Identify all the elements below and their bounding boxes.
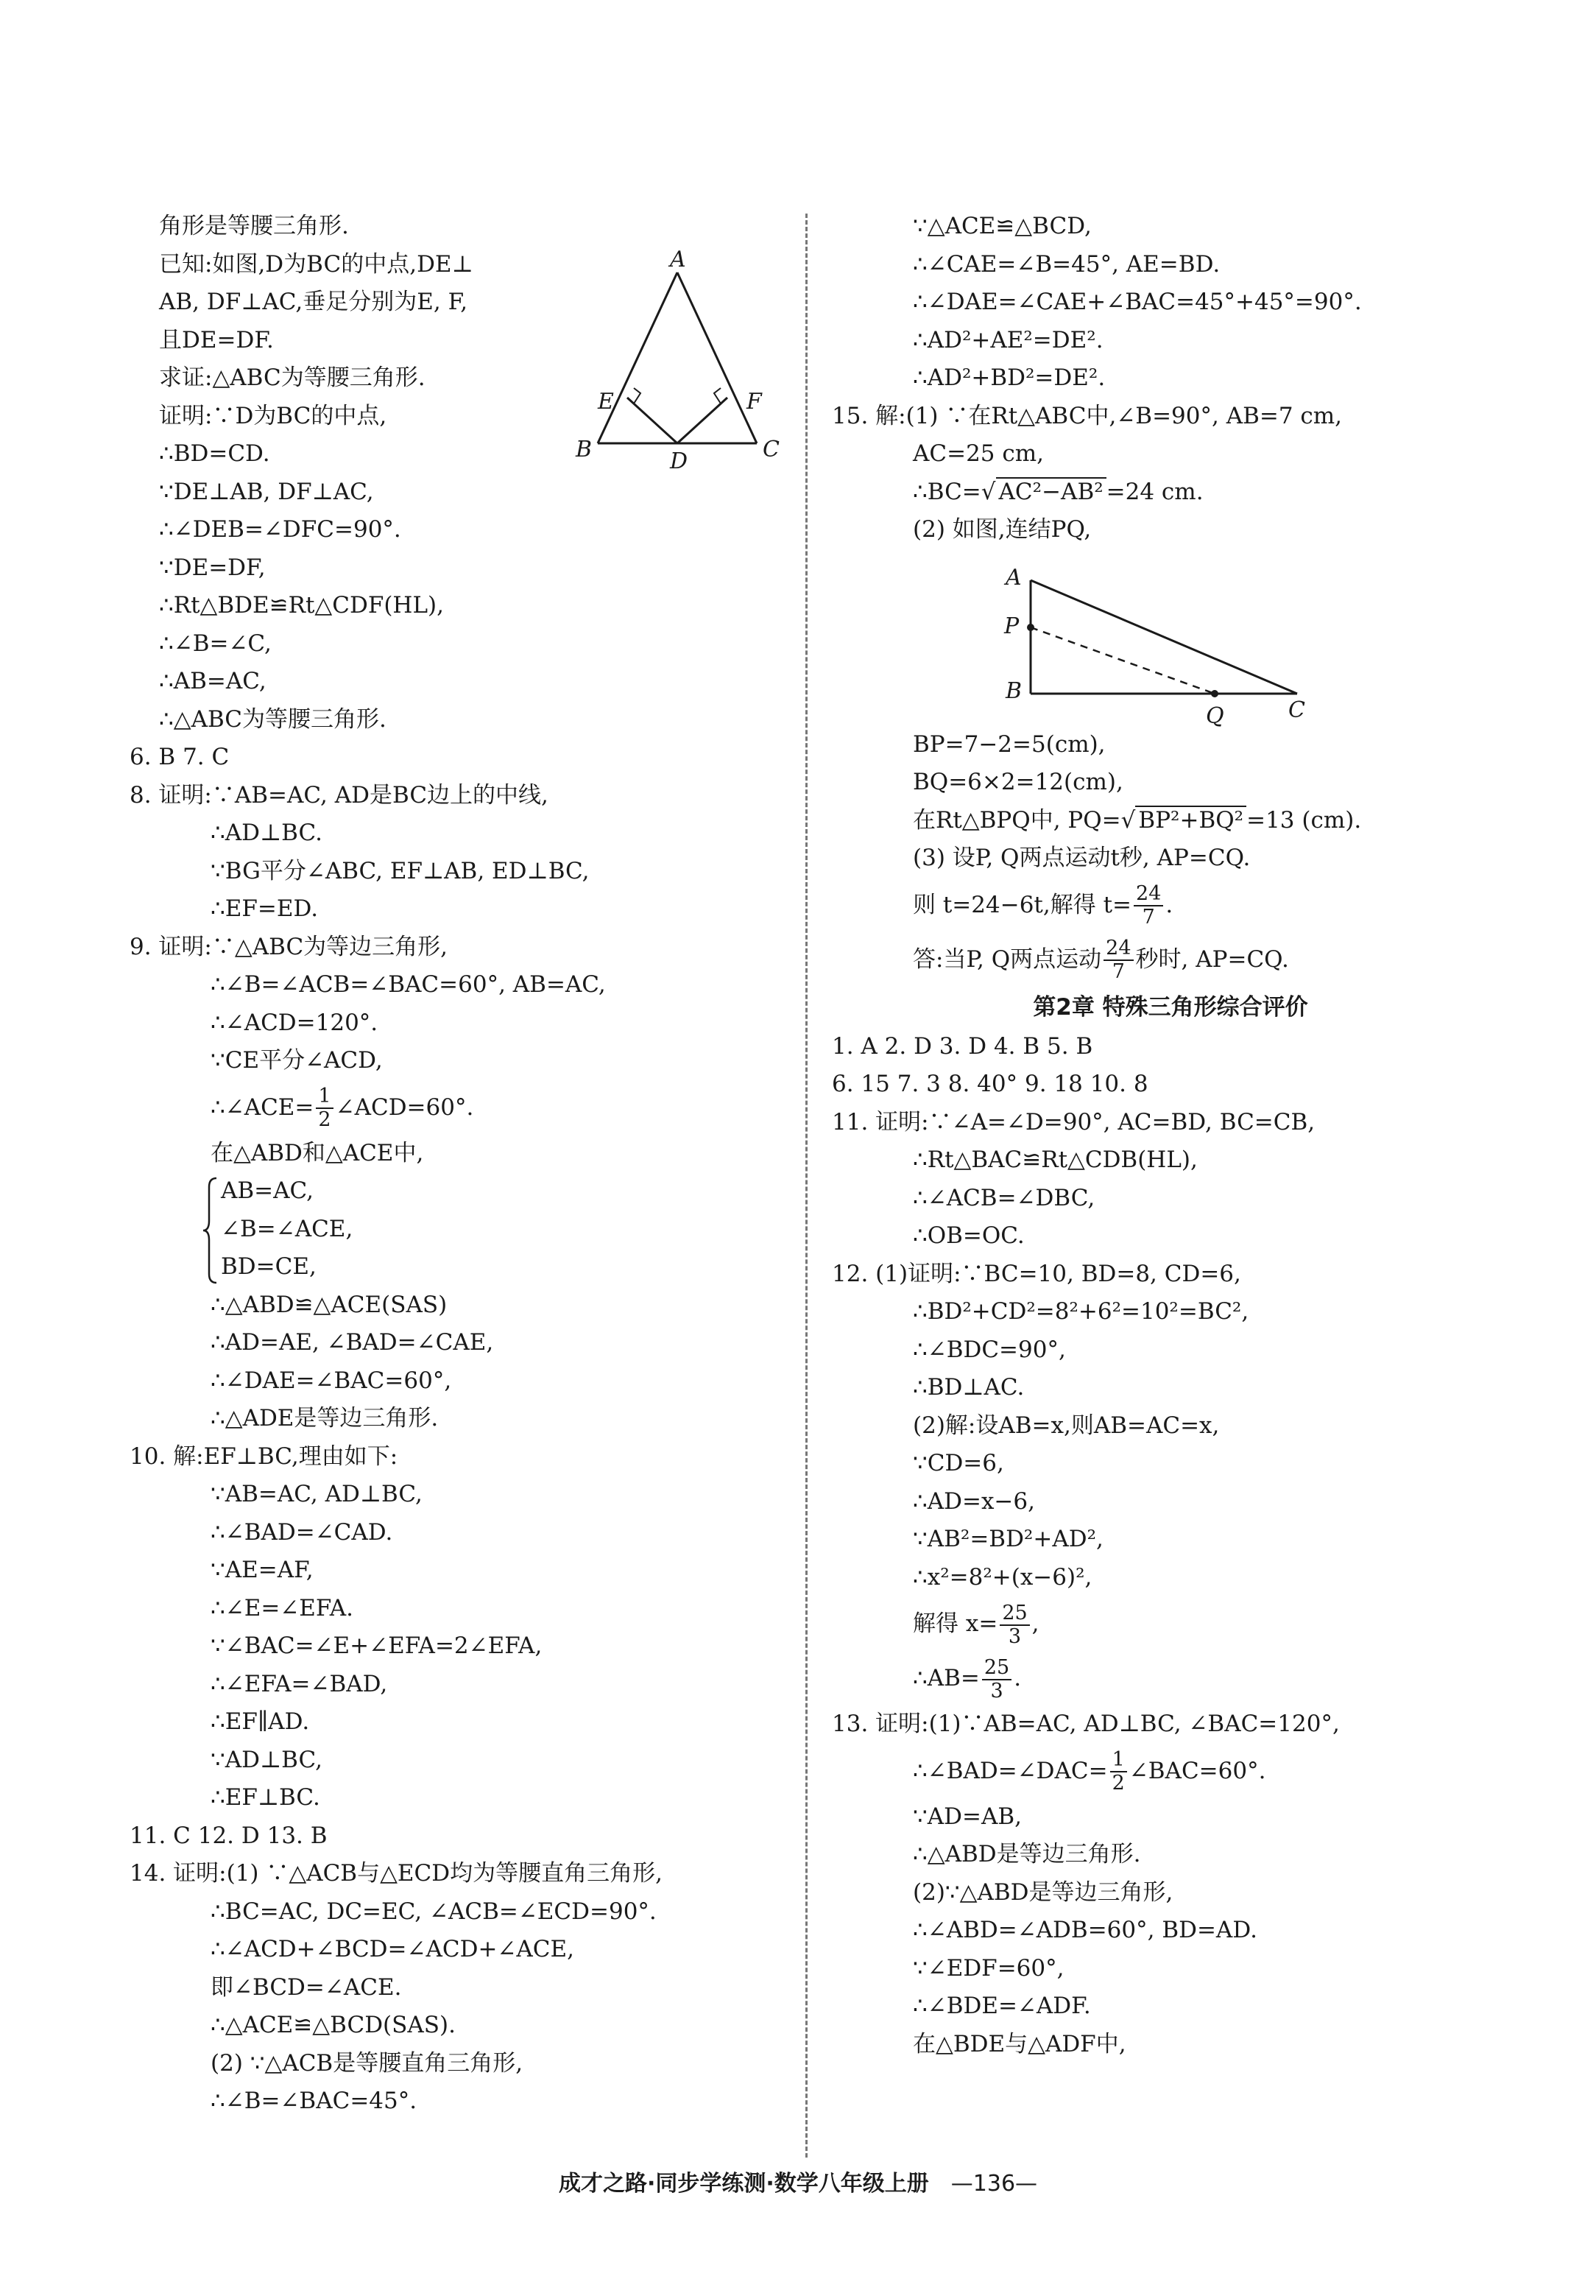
problem-line: 10. 解:EF⊥BC,理由如下: <box>130 1443 398 1470</box>
problem-line: 12. (1)证明:∵BC=10, BD=8, CD=6, <box>832 1260 1241 1287</box>
fraction <box>1134 883 1163 929</box>
text-line: ∵AE=AF, <box>211 1557 314 1583</box>
vertex-label-e: E <box>598 389 614 415</box>
text-line: ∴∠CAE=∠B=45°, AE=BD. <box>913 250 1221 278</box>
text-line: ∴∠B=∠C, <box>159 630 272 657</box>
text-line: ∴AD²+AE²=DE². <box>913 326 1104 353</box>
text-line: 证明:∵D为BC的中点, <box>159 402 387 429</box>
fraction <box>1000 1602 1029 1648</box>
vertex-label-d: D <box>670 448 688 471</box>
text-line: ∴△ABD≌△ACE(SAS) <box>211 1291 448 1318</box>
text-segment: . <box>1014 1665 1022 1691</box>
fraction-line <box>832 1596 1509 1651</box>
left-column <box>130 208 785 2121</box>
column-divider <box>805 214 808 2158</box>
text-line: (2)解:设AB=x,则AB=AC=x, <box>913 1412 1220 1439</box>
text-line: ∴∠ACD=120°. <box>211 1009 378 1036</box>
text-line: 角形是等腰三角形. <box>159 213 349 239</box>
fraction <box>1110 1749 1127 1795</box>
text-line: (2) ∵△ACB是等腰直角三角形, <box>211 2049 523 2077</box>
fraction-numerator: 25 <box>1000 1602 1029 1626</box>
answer-line: 11. C 12. D 13. B <box>130 1822 328 1849</box>
text-line: ∴∠DAE=∠BAC=60°, <box>211 1367 452 1394</box>
vertex-label-b: B <box>576 437 593 462</box>
text-line: ∴BD=CD. <box>159 440 270 467</box>
text-line: ∴EF∥AD. <box>211 1708 310 1735</box>
text-line: BQ=6×2=12(cm), <box>913 769 1123 795</box>
text-segment: =24 cm. <box>1106 478 1204 505</box>
fraction <box>316 1085 333 1131</box>
vertex-label-c: C <box>1288 697 1305 723</box>
radicand: BP²+BQ² <box>1135 806 1246 834</box>
text-line: ∴∠BAD=∠CAD. <box>211 1518 393 1546</box>
text-line: ∵DE⊥AB, DF⊥AC, <box>159 478 374 505</box>
text-line: ∵AB²=BD²+AD², <box>913 1526 1104 1552</box>
text-line: ∵△ACE≌△BCD, <box>913 213 1092 239</box>
text-line: 已知:如图,D为BC的中点,DE⊥ <box>159 250 473 278</box>
fraction-numerator: 1 <box>316 1085 333 1109</box>
text-segment: ∴∠ACE= <box>211 1094 314 1121</box>
text-line: (2)∵△ABD是等边三角形, <box>913 1878 1173 1906</box>
system-line: BD=CE, <box>221 1253 317 1280</box>
left-brace-icon <box>202 1177 219 1284</box>
text-line: ∴AD=x−6, <box>913 1487 1035 1515</box>
chapter-heading: 第2章 特殊三角形综合评价 <box>1033 993 1308 1021</box>
text-segment: 秒时, AP=CQ. <box>1135 945 1289 973</box>
text-line: ∴Rt△BAC≌Rt△CDB(HL), <box>913 1147 1198 1173</box>
fraction-numerator: 1 <box>1110 1749 1127 1772</box>
text-line: ∵BG平分∠ABC, EF⊥AB, ED⊥BC, <box>211 857 590 884</box>
right-triangle-figure <box>994 560 1325 729</box>
problem-line: 9. 证明:∵△ABC为等边三角形, <box>130 933 448 960</box>
answer-line: 6. B 7. C <box>130 744 230 770</box>
sqrt-icon: √ <box>981 478 996 505</box>
text-segment: 解得 x= <box>913 1610 998 1637</box>
system-line: ∠B=∠ACE, <box>221 1215 353 1242</box>
text-segment: 在Rt△BPQ中, PQ= <box>913 806 1121 834</box>
text-line: 在△BDE与△ADF中, <box>913 2030 1126 2057</box>
problem-line: 8. 证明:∵AB=AC, AD是BC边上的中线, <box>130 781 548 809</box>
text-line: ∴BC=AC, DC=EC, ∠ACB=∠ECD=90°. <box>211 1898 657 1925</box>
text-segment: 则 t=24−6t,解得 t= <box>913 891 1132 918</box>
text-line: ∴x²=8²+(x−6)², <box>913 1563 1092 1591</box>
answer-line: 6. 15 7. 3 8. 40° 9. 18 10. 8 <box>832 1071 1148 1097</box>
text-line: ∴∠EFA=∠BAD, <box>211 1670 388 1697</box>
fraction-numerator: 24 <box>1104 937 1133 961</box>
text-line: ∴Rt△BDE≌Rt△CDF(HL), <box>159 592 444 619</box>
fraction-numerator: 25 <box>982 1657 1011 1680</box>
fraction-line <box>832 1651 1509 1705</box>
text-segment: ∴BC= <box>913 478 981 505</box>
fraction-denominator: 2 <box>1112 1772 1125 1795</box>
text-line: ∴∠ACD+∠BCD=∠ACD+∠ACE, <box>211 1936 574 1962</box>
sqrt-icon: √ <box>1120 806 1136 834</box>
fraction-line <box>832 878 1509 932</box>
page-footer <box>0 2165 1596 2197</box>
text-line: ∴BD²+CD²=8²+6²=10²=BC², <box>913 1298 1249 1325</box>
text-line: AB, DF⊥AC,垂足分别为E, F, <box>159 289 468 315</box>
fraction-line <box>832 1744 1509 1798</box>
answer-line: 1. A 2. D 3. D 4. B 5. B <box>832 1032 1093 1060</box>
text-line: 求证:△ABC为等腰三角形. <box>159 365 426 391</box>
vertex-label-p: P <box>1004 613 1020 639</box>
text-line: ∵AD=AB, <box>913 1803 1022 1830</box>
problem-line: 14. 证明:(1) ∵△ACB与△ECD均为等腰直角三角形, <box>130 1860 663 1887</box>
fraction-denominator: 3 <box>1008 1624 1022 1648</box>
footer-title: 成才之路·同步学练测·数学八年级上册 <box>558 2171 929 2197</box>
text-line: ∵AB=AC, AD⊥BC, <box>211 1481 423 1507</box>
text-segment: , <box>1031 1610 1039 1637</box>
text-line: ∴AD=AE, ∠BAD=∠CAE, <box>211 1329 494 1356</box>
text-line: ∴BD⊥AC. <box>913 1374 1025 1401</box>
text-line: 即∠BCD=∠ACE. <box>211 1973 402 2001</box>
text-line: ∴△ABD是等边三角形. <box>913 1841 1141 1867</box>
text-line: AC=25 cm, <box>913 440 1044 467</box>
text-segment: 答:当P, Q两点运动 <box>913 945 1102 973</box>
fraction <box>982 1657 1011 1702</box>
fraction <box>1104 937 1133 983</box>
vertex-label-b: B <box>1006 678 1023 704</box>
text-line: ∵DE=DF, <box>159 554 266 581</box>
text-line: ∴EF=ED. <box>211 895 319 922</box>
fraction-denominator: 3 <box>990 1679 1003 1702</box>
text-line: ∴AD²+BD²=DE². <box>913 365 1106 391</box>
vertex-label-q: Q <box>1206 703 1224 729</box>
system-line: AB=AC, <box>221 1177 314 1204</box>
page-number: —136— <box>950 2171 1038 2197</box>
text-line: ∴∠BDE=∠ADF. <box>913 1993 1091 2019</box>
vertex-label-a: A <box>1006 565 1022 591</box>
text-segment: . <box>1165 891 1173 918</box>
text-line: ∴∠B=∠ACB=∠BAC=60°, AB=AC, <box>211 971 606 998</box>
text-line: ∴∠BDC=90°, <box>913 1336 1066 1363</box>
text-line: ∵AD⊥BC, <box>211 1746 322 1773</box>
text-line: ∴∠DEB=∠DFC=90°. <box>159 516 401 543</box>
text-segment: =13 (cm). <box>1246 806 1362 834</box>
text-line: ∴△ACE≌△BCD(SAS). <box>211 2012 456 2038</box>
text-line: ∴∠DAE=∠CAE+∠BAC=45°+45°=90°. <box>913 289 1362 315</box>
text-segment: ∠ACD=60°. <box>335 1094 474 1121</box>
isosceles-triangle-figure <box>559 250 795 471</box>
text-line: ∴AD⊥BC. <box>211 820 322 846</box>
right-column <box>832 208 1509 2063</box>
text-line: ∴△ABC为等腰三角形. <box>159 705 386 733</box>
text-line: ∴EF⊥BC. <box>211 1784 320 1811</box>
text-line: ∴△ADE是等边三角形. <box>211 1405 439 1432</box>
radicand: AC²−AB² <box>996 477 1106 505</box>
vertex-label-a: A <box>670 250 686 272</box>
fraction-denominator: 2 <box>318 1108 331 1131</box>
text-line: ∴∠ABD=∠ADB=60°, BD=AD. <box>913 1917 1257 1943</box>
text-line: ∵CD=6, <box>913 1450 1004 1476</box>
problem-line: 11. 证明:∵∠A=∠D=90°, AC=BD, BC=CB, <box>832 1108 1316 1135</box>
sqrt-line <box>832 473 1509 512</box>
fraction-line <box>130 1080 785 1135</box>
fraction-line <box>832 932 1509 987</box>
text-line: BP=7−2=5(cm), <box>913 730 1106 758</box>
text-line: ∴OB=OC. <box>913 1222 1025 1249</box>
fraction-denominator: 7 <box>1112 960 1125 983</box>
text-segment: ∠BAC=60°. <box>1129 1757 1266 1784</box>
text-line: (3) 设P, Q两点运动t秒, AP=CQ. <box>913 845 1251 871</box>
vertex-label-f: F <box>746 389 762 415</box>
vertex-label-c: C <box>763 437 780 462</box>
text-line: (2) 如图,连结PQ, <box>913 516 1092 543</box>
problem-line: 15. 解:(1) ∵在Rt△ABC中,∠B=90°, AB=7 cm, <box>832 402 1343 429</box>
fraction-denominator: 7 <box>1142 906 1155 929</box>
text-line: ∴∠ACB=∠DBC, <box>913 1184 1095 1211</box>
text-line: ∴∠B=∠BAC=45°. <box>211 2088 417 2114</box>
equation-system <box>130 1172 785 1286</box>
problem-line: 13. 证明:(1)∵AB=AC, AD⊥BC, ∠BAC=120°, <box>832 1711 1340 1737</box>
text-line: ∵∠BAC=∠E+∠EFA=2∠EFA, <box>211 1633 543 1659</box>
text-segment: ∴AB= <box>913 1665 980 1691</box>
text-line: 且DE=DF. <box>159 326 274 353</box>
sqrt-line <box>832 802 1509 840</box>
text-line: ∵∠EDF=60°, <box>913 1954 1064 1982</box>
text-line: 在△ABD和△ACE中, <box>211 1139 424 1166</box>
text-line: ∵CE平分∠ACD, <box>211 1047 383 1074</box>
fraction-numerator: 24 <box>1134 883 1163 906</box>
text-line: ∴AB=AC, <box>159 668 266 694</box>
text-segment: ∴∠BAD=∠DAC= <box>913 1757 1108 1784</box>
text-line: ∴∠E=∠EFA. <box>211 1594 353 1621</box>
